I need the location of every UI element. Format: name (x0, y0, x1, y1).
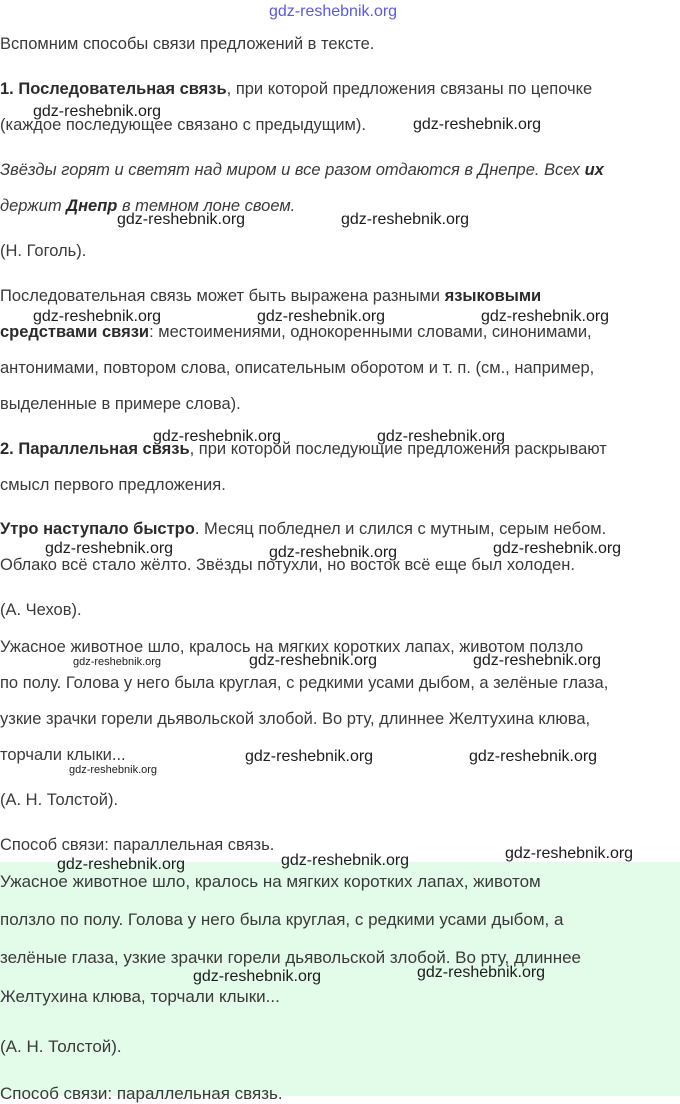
example1-bold-word: их (584, 161, 604, 179)
watermark: gdz-reshebnik.org (249, 652, 378, 669)
example3-line3: узкие зрачки горели дьявольской злобой. Во рту, длиннее Желтухина клюва, (0, 710, 591, 728)
section1-rest: , при которой предложения связаны по цепочке (226, 80, 593, 98)
answer-method: Способ связи: параллельная связь. (0, 1084, 283, 1103)
watermark: gdz-reshebnik.org (341, 211, 470, 228)
example2-bold: Утро наступало быстро (0, 520, 195, 538)
desc-line4: выделенные в примере слова). (0, 395, 241, 413)
example3-line4: торчали клыки... (0, 746, 126, 764)
watermark: gdz-reshebnik.org (377, 428, 506, 445)
section1-title: 1. Последовательная связь (0, 80, 227, 98)
example2-rest: . Месяц побледнел и слился с мутным, серым небом. (194, 520, 607, 538)
section2-rest: , при которой последующие предложения раскрывают (189, 440, 607, 458)
desc-line1 (0, 286, 541, 306)
watermark: gdz-reshebnik.org (45, 540, 174, 557)
method-text: Способ связи: параллельная связь. (0, 836, 275, 854)
watermark: gdz-reshebnik.org (493, 540, 622, 557)
answer-line1: Ужасное животное шло, кралось на мягких коротких лапах, животом (0, 872, 541, 891)
desc-pre: Последовательная связь может быть выражена разными (0, 287, 445, 305)
section2-line1 (0, 439, 607, 459)
example1-author: (Н. Гоголь). (0, 242, 87, 260)
watermark: gdz-reshebnik.org (33, 308, 162, 325)
section1-line1 (0, 79, 592, 99)
watermark: gdz-reshebnik.org (473, 652, 602, 669)
watermark: gdz-reshebnik.org (33, 103, 162, 120)
watermark: gdz-reshebnik.org (57, 856, 186, 873)
watermark: gdz-reshebnik.org (505, 845, 634, 862)
example1-post: в темном лоне своем. (117, 197, 296, 215)
example1-pre: держит (0, 197, 67, 215)
example3-line1: Ужасное животное шло, кралось на мягких коротких лапах, животом ползло (0, 638, 584, 656)
watermark: gdz-reshebnik.org (269, 3, 398, 20)
watermark: gdz-reshebnik.org (417, 964, 546, 981)
section2-title: 2. Параллельная связь (0, 440, 190, 458)
desc-bold1: языковыми (444, 287, 542, 305)
answer-block (0, 862, 680, 1103)
watermark: gdz-reshebnik.org (69, 764, 158, 776)
answer-author: (А. Н. Толстой). (0, 1037, 122, 1056)
example1-bold-dnepr: Днепр (66, 197, 118, 215)
example2-author: (А. Чехов). (0, 601, 82, 619)
watermark: gdz-reshebnik.org (153, 428, 282, 445)
watermark: gdz-reshebnik.org (269, 544, 398, 561)
section1-line2: (каждое последующее связано с предыдущим). (0, 116, 366, 134)
example3-author: (А. Н. Толстой). (0, 791, 119, 809)
example2-line1 (0, 519, 606, 539)
example1-text: Звёзды горят и светят над миром и все разом отдаются в Днепре. Всех (0, 161, 585, 179)
answer-line3: зелёные глаза, узкие зрачки горели дьявольской злобой. Во рту, длиннее (0, 948, 581, 967)
watermark: gdz-reshebnik.org (257, 308, 386, 325)
section2-line2: смысл первого предложения. (0, 476, 226, 494)
desc-bold2: средствами связи (0, 323, 150, 341)
desc-post: : местоимениями, однокоренными словами, синонимами, (149, 323, 592, 341)
example2-line2: Облако всё стало жёлто. Звёзды потухли, но восток всё еще был холоден. (0, 556, 575, 574)
watermark: gdz-reshebnik.org (413, 116, 542, 133)
intro-text: Вспомним способы связи предложений в тексте. (0, 35, 375, 53)
watermark: gdz-reshebnik.org (245, 748, 374, 765)
watermark: gdz-reshebnik.org (117, 211, 246, 228)
watermark: gdz-reshebnik.org (281, 852, 410, 869)
example1-line1 (0, 160, 604, 180)
watermark: gdz-reshebnik.org (193, 968, 322, 985)
watermark: gdz-reshebnik.org (73, 656, 162, 668)
answer-line2: ползло по полу. Голова у него была круглая, с редкими усами дыбом, а (0, 910, 564, 929)
answer-line4: Желтухина клюва, торчали клыки... (0, 987, 280, 1006)
desc-line3: антонимами, повтором слова, описательным оборотом и т. п. (см., например, (0, 359, 595, 377)
watermark: gdz-reshebnik.org (469, 748, 598, 765)
watermark: gdz-reshebnik.org (481, 308, 610, 325)
example3-line2: по полу. Голова у него была круглая, с редкими усами дыбом, а зелёные глаза, (0, 674, 609, 692)
